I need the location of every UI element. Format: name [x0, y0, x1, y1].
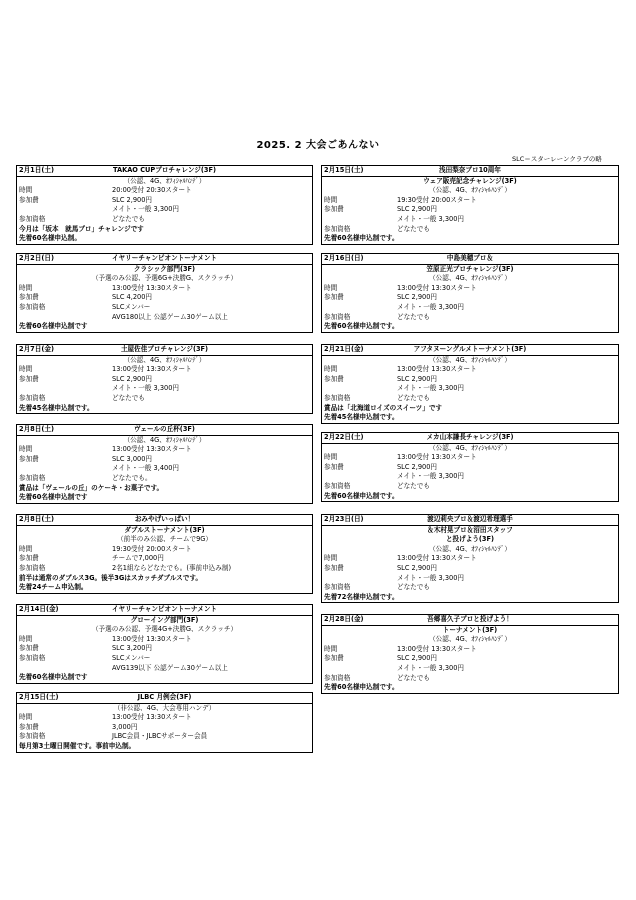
event-row: [17, 673, 312, 683]
field-value: AVG180以上 公認ゲーム30ゲーム以上: [112, 312, 228, 321]
field-value: 13:00受付 13:30スタート: [397, 365, 477, 374]
field-value: 13:00受付 13:30スタート: [112, 634, 192, 643]
event-row: [17, 284, 312, 294]
field-label: 時間: [19, 283, 33, 292]
event-row: [17, 564, 312, 574]
event-row: [17, 205, 312, 215]
field-value: 13:00受付 13:30スタート: [397, 453, 477, 462]
field-value: どなたでも: [397, 481, 430, 490]
field-label: 参加費: [19, 722, 39, 731]
event-box: [16, 253, 313, 333]
event-row: ＆木村晃プロ＆沼田スタッフ: [427, 525, 513, 534]
field-value: SLC 2,900円: [112, 195, 153, 204]
field-value: SLC 2,900円: [397, 563, 438, 572]
field-value: 13:00受付 13:30スタート: [112, 365, 192, 374]
event-title: 渡辺莉央プロ＆渡辺希理選手: [427, 515, 513, 523]
field-value: SLC 2,900円: [397, 462, 438, 471]
field-value: SLC 2,900円: [397, 654, 438, 663]
field-value: AVG139以下 公認ゲーム30ゲーム以上: [112, 663, 228, 672]
event-date: 2月22日(土): [324, 433, 364, 441]
field-value: 13:00受付 13:30スタート: [112, 445, 192, 454]
field-label: 時間: [324, 365, 338, 374]
event-title: ヴェールの丘杯(3F): [134, 425, 195, 433]
event-row: [17, 455, 312, 465]
event-row: （前半のみ公認、チームで9G）: [116, 535, 213, 544]
event-row: [322, 574, 618, 584]
field-value: 13:00受付 13:30スタート: [112, 283, 192, 292]
field-value: 20:00受付 20:30スタート: [112, 186, 192, 195]
event-row: [17, 545, 312, 555]
event-header: [17, 425, 312, 436]
event-box: [16, 604, 313, 684]
event-row: [17, 225, 312, 235]
event-row: [322, 303, 618, 313]
field-label: 参加費: [19, 293, 39, 302]
field-value: SLC 2,900円: [397, 293, 438, 302]
event-row: （公認、4G、ｵﾌｨｼｬﾙﾊﾝﾃﾞ）: [429, 274, 511, 283]
field-label: 参加費: [19, 374, 39, 383]
event-row: [322, 482, 618, 492]
event-date: 2月8日(土): [19, 515, 54, 523]
event-note: 毎月第3土曜日開催です。事前申込制。: [19, 741, 136, 750]
field-value: SLC 3,200円: [112, 644, 153, 653]
event-row: [322, 413, 618, 423]
event-row: [322, 664, 618, 674]
event-title: JLBC 月例会(3F): [137, 693, 192, 701]
event-row: [17, 303, 312, 313]
event-date: 2月7日(金): [19, 345, 54, 353]
field-label: 参加費: [19, 195, 39, 204]
event-title: イヤリーチャンピオントーナメント: [111, 605, 218, 613]
field-value: どなたでも。: [112, 473, 152, 482]
event-date: 2月23日(日): [324, 515, 364, 523]
event-note: 先着45名様申込制です。: [19, 403, 94, 412]
event-row: [322, 472, 618, 482]
event-box: [321, 432, 619, 502]
page-title: 2025. 2 大会ごあんない: [256, 140, 380, 151]
event-row: [322, 225, 618, 235]
event-row: （公認、4G、ｵﾌｨｼｬﾙﾊﾝﾃﾞ）: [429, 544, 511, 553]
event-header: [322, 515, 618, 526]
field-label: 時間: [19, 544, 33, 553]
field-label: 参加資格: [19, 732, 46, 741]
event-box: [16, 692, 313, 753]
field-value: SLC 3,000円: [112, 454, 153, 463]
event-row: [322, 492, 618, 502]
event-row: [322, 284, 618, 294]
event-date: 2月1日(土): [19, 166, 54, 174]
event-row: [17, 644, 312, 654]
event-row: （公認、4G、ｵﾌｨｼｬﾙﾊﾝﾃﾞ）: [429, 635, 511, 644]
event-note: 先着60名様申込制。: [19, 234, 81, 243]
event-note: 前半は通常のダブルス3G。後半3Gはスカッチダブルスです。: [19, 573, 202, 582]
event-row: [17, 484, 312, 494]
event-date: 2月8日(土): [19, 425, 54, 433]
event-header: [17, 515, 312, 526]
event-note: 先着60名様申込制です: [19, 493, 88, 502]
field-value: SLC 2,900円: [397, 205, 438, 214]
event-title: 浅田梨奈プロ10周年: [439, 166, 501, 174]
event-box: [16, 344, 313, 414]
field-label: 参加資格: [19, 473, 46, 482]
event-row: （公認、4G、ｵﾌｨｼｬﾙﾊﾝﾃﾞ）: [429, 355, 511, 364]
field-value: 13:00受付 13:30スタート: [397, 554, 477, 563]
event-box: [321, 614, 619, 694]
field-label: 参加費: [324, 374, 344, 383]
event-box: [16, 424, 313, 504]
event-header: [322, 345, 618, 356]
event-row: [322, 645, 618, 655]
event-box: [16, 514, 313, 594]
event-date: 2月15日(土): [324, 166, 364, 174]
event-title: 吾郷喜久子プロと投げよう！: [427, 615, 513, 623]
event-row: [17, 404, 312, 414]
event-note: 先着45名様申込制です。: [324, 413, 399, 422]
event-note: 先着60名様申込制です。: [324, 234, 399, 243]
field-value: メイト・一般 3,300円: [397, 214, 464, 223]
field-value: JLBC会員・JLBCサポーター会員: [112, 732, 208, 741]
event-row: [17, 742, 312, 752]
event-row: [17, 384, 312, 394]
event-row: [322, 453, 618, 463]
field-label: 参加資格: [19, 653, 46, 662]
event-box: [321, 165, 619, 245]
field-label: 参加費: [324, 205, 344, 214]
event-header: [322, 615, 618, 626]
event-row: [322, 564, 618, 574]
event-row: [322, 322, 618, 332]
event-row: [322, 205, 618, 215]
event-row: [322, 593, 618, 603]
field-label: 参加資格: [19, 393, 46, 402]
event-row: （非公認、4G、大会専用ハンデ）: [113, 703, 216, 712]
event-row: [17, 713, 312, 723]
event-note: 先着60名様申込制です。: [324, 322, 399, 331]
field-value: 19:30受付 20:00スタート: [112, 544, 192, 553]
event-row: [322, 583, 618, 593]
field-label: 参加資格: [19, 214, 46, 223]
event-row: [322, 234, 618, 244]
field-value: 2名1組ならどなたでも。(事前申込み制): [112, 563, 232, 572]
event-row: グローイング部門(3F): [130, 615, 199, 624]
event-row: [17, 464, 312, 474]
event-row: [322, 554, 618, 564]
event-row: [17, 723, 312, 733]
field-label: 参加費: [19, 454, 39, 463]
field-value: SLCメンバー: [112, 302, 151, 311]
field-label: 参加資格: [324, 393, 351, 402]
event-note: 今月は「坂本 就馬プロ」チャレンジです: [19, 224, 144, 233]
field-value: メイト・一般 3,400円: [112, 464, 179, 473]
field-value: どなたでも: [397, 224, 430, 233]
field-label: 参加資格: [19, 563, 46, 572]
event-row: 笠原正光プロチャレンジ(3F): [426, 264, 514, 273]
event-row: [17, 234, 312, 244]
event-box: [321, 344, 619, 424]
field-value: メイト・一般 3,300円: [397, 663, 464, 672]
event-row: [17, 445, 312, 455]
event-date: 2月28日(金): [324, 615, 364, 623]
field-value: SLC 2,900円: [397, 374, 438, 383]
event-row: （公認、4G、ｵﾌｨｼｬﾙﾊﾝﾃﾞ）: [429, 186, 511, 195]
field-label: 参加資格: [19, 302, 46, 311]
field-label: 参加費: [324, 563, 344, 572]
field-value: どなたでも: [397, 393, 430, 402]
field-value: メイト・一般 3,300円: [112, 384, 179, 393]
event-header: [17, 693, 312, 704]
event-row: [322, 683, 618, 693]
field-value: 19:30受付 20:00スタート: [397, 195, 477, 204]
event-row: [17, 365, 312, 375]
event-title: おみやげいっぱい！: [134, 515, 195, 523]
event-note: 先着60名様申込制です。: [324, 683, 399, 692]
event-row: ダブルストーナメント(3F): [124, 525, 205, 534]
event-note: 先着60名様申込制です: [19, 673, 88, 682]
field-value: どなたでも: [397, 673, 430, 682]
field-label: 時間: [19, 445, 33, 454]
event-row: （公認、4G、ｵﾌｨｼｬﾙﾊﾝﾃﾞ）: [429, 443, 511, 452]
event-row: [17, 664, 312, 674]
field-label: 時間: [19, 713, 33, 722]
event-row: （公認、4G、ｵﾌｨｼｬﾙﾊﾝﾃﾞ）: [123, 176, 206, 185]
field-value: 13:00受付 13:30スタート: [397, 283, 477, 292]
event-date: 2月21日(金): [324, 345, 364, 353]
field-label: 時間: [324, 453, 338, 462]
event-title: 土屋佐佳プロチャレンジ(3F): [120, 345, 209, 353]
event-date: 2月2日(日): [19, 254, 54, 262]
event-header: [322, 433, 618, 444]
field-label: 時間: [324, 283, 338, 292]
field-label: 参加費: [324, 462, 344, 471]
field-value: メイト・一般 3,300円: [397, 573, 464, 582]
event-title: アフタヌーングルメトーナメント(3F): [413, 345, 527, 353]
event-row: [17, 474, 312, 484]
event-row: [17, 554, 312, 564]
field-label: 参加資格: [324, 673, 351, 682]
event-row: クラシック部門(3F): [133, 264, 196, 273]
event-row: [322, 196, 618, 206]
event-row: [322, 674, 618, 684]
event-box: [16, 165, 313, 245]
event-row: トーナメント(3F): [442, 625, 498, 634]
field-value: SLCメンバー: [112, 653, 151, 662]
field-value: チームで7,000円: [112, 554, 164, 563]
event-note: 先着72名様申込制です。: [324, 592, 399, 601]
field-value: どなたでも: [112, 214, 145, 223]
field-label: 時間: [19, 186, 33, 195]
field-label: 参加費: [19, 554, 39, 563]
event-row: [17, 732, 312, 742]
event-row: [17, 322, 312, 332]
event-row: [17, 493, 312, 503]
field-value: メイト・一般 3,300円: [397, 384, 464, 393]
event-row: [17, 375, 312, 385]
event-header: [322, 254, 618, 265]
event-title: 中島美穂プロ＆: [446, 254, 494, 262]
event-note: 先着60名様申込制です。: [324, 491, 399, 500]
event-row: [17, 583, 312, 593]
field-value: メイト・一般 3,300円: [397, 302, 464, 311]
field-label: 参加費: [324, 654, 344, 663]
event-row: [17, 186, 312, 196]
field-label: 参加費: [19, 644, 39, 653]
event-title: イヤリーチャンピオントーナメント: [111, 254, 218, 262]
field-label: 参加費: [324, 293, 344, 302]
field-label: 時間: [19, 365, 33, 374]
event-box: [321, 253, 619, 333]
field-value: 13:00受付 13:30スタート: [397, 644, 477, 653]
field-value: SLC 2,900円: [112, 374, 153, 383]
field-value: どなたでも: [397, 583, 430, 592]
event-row: [322, 293, 618, 303]
field-label: 時間: [324, 644, 338, 653]
event-row: [322, 654, 618, 664]
field-label: 参加資格: [324, 224, 351, 233]
field-value: メイト・一般 3,300円: [112, 205, 179, 214]
event-row: [17, 293, 312, 303]
event-row: [17, 654, 312, 664]
field-value: SLC 4,200円: [112, 293, 153, 302]
event-row: （予選のみ公認、予選6G+決勝G、スクラッチ）: [91, 274, 238, 283]
event-row: [17, 313, 312, 323]
event-row: [322, 215, 618, 225]
event-header: [17, 605, 312, 616]
event-title: メカ山本謙長チャレンジ(3F): [426, 433, 514, 441]
field-value: どなたでも: [397, 312, 430, 321]
event-row: と投げよう(3F): [445, 535, 495, 544]
event-date: 2月15日(土): [19, 693, 59, 701]
event-note: 賞品は「ヴェールの丘」のケーキ・お菓子です。: [19, 483, 164, 492]
field-value: メイト・一般 3,300円: [397, 472, 464, 481]
event-box: [321, 514, 619, 603]
event-date: 2月14日(金): [19, 605, 59, 613]
field-label: 参加資格: [324, 312, 351, 321]
abbreviation-note: SLC＝スターレーンクラブの略: [512, 155, 602, 163]
event-header: [17, 254, 312, 265]
field-label: 参加資格: [324, 481, 351, 490]
event-row: [322, 404, 618, 414]
event-date: 2月16日(日): [324, 254, 364, 262]
event-note: 賞品は「北海道ロイズのスイーツ」です: [324, 403, 443, 412]
field-value: 13:00受付 13:30スタート: [112, 713, 192, 722]
event-row: [17, 635, 312, 645]
event-row: [322, 394, 618, 404]
field-label: 時間: [324, 195, 338, 204]
event-row: [17, 574, 312, 584]
event-row: [322, 384, 618, 394]
event-header: [17, 345, 312, 356]
event-header: [17, 166, 312, 177]
event-row: [322, 365, 618, 375]
event-title: TAKAO CUPプロチャレンジ(3F): [113, 166, 216, 174]
event-row: [322, 375, 618, 385]
event-row: [322, 313, 618, 323]
event-note: 先着24チーム申込制。: [19, 583, 88, 592]
event-row: [17, 196, 312, 206]
field-value: どなたでも: [112, 393, 145, 402]
event-row: （予選のみ公認、予選4G+決勝G、スクラッチ）: [91, 625, 238, 634]
event-header: [322, 166, 618, 177]
event-row: [17, 394, 312, 404]
field-label: 時間: [19, 634, 33, 643]
event-row: [322, 463, 618, 473]
event-row: （公認、4G、ｵﾌｨｼｬﾙﾊﾝﾃﾞ）: [123, 435, 206, 444]
field-label: 時間: [324, 554, 338, 563]
event-note: 先着60名様申込制です: [19, 322, 88, 331]
event-row: ウェア販売記念チャレンジ(3F): [423, 176, 517, 185]
event-row: [17, 215, 312, 225]
field-label: 参加資格: [324, 583, 351, 592]
field-value: 3,000円: [112, 722, 138, 731]
event-row: （公認、4G、ｵﾌｨｼｬﾙﾊﾝﾃﾞ）: [123, 355, 206, 364]
